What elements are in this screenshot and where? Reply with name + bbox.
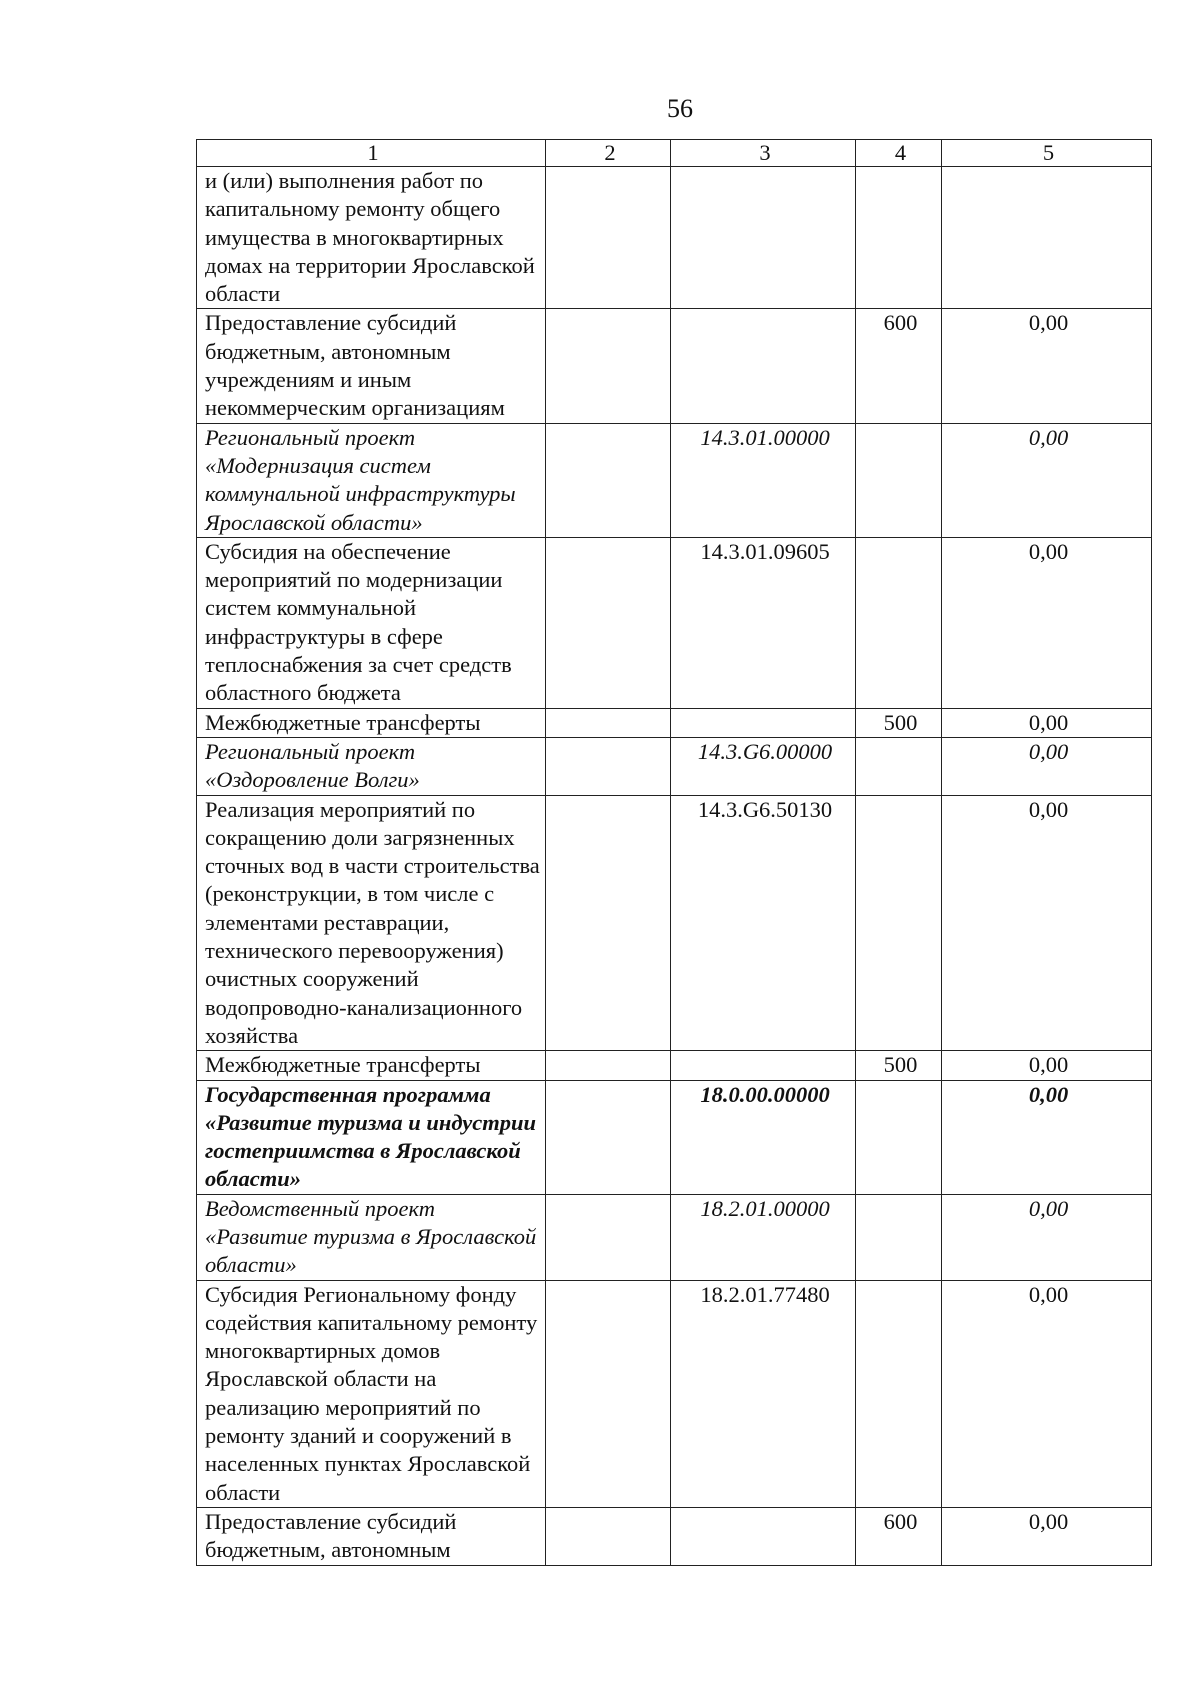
table-row [197, 708, 1152, 737]
row-code-cell: 18.0.00.00000 [671, 1080, 856, 1194]
row-col2-cell [546, 1080, 671, 1194]
table-row [197, 1280, 1152, 1507]
table-row [197, 1080, 1152, 1194]
row-code-cell [671, 708, 856, 737]
table-row [197, 309, 1152, 423]
row-name-cell: Государственная программа «Развитие туризма и индустрии гостеприимства в Ярославской области» [197, 1080, 546, 1194]
row-col2-cell [546, 1280, 671, 1507]
row-col2-cell [546, 1194, 671, 1280]
row-type-cell [856, 795, 942, 1051]
row-name-cell: Межбюджетные трансферты [197, 1051, 546, 1080]
row-amount-cell: 0,00 [942, 1194, 1152, 1280]
row-type-cell: 500 [856, 708, 942, 737]
row-code-cell [671, 309, 856, 423]
row-amount-cell: 0,00 [942, 1051, 1152, 1080]
row-name-cell: Реализация мероприятий по сокращению доли загрязненных сточных вод в части строительства (реконструкции, в том числе с элементами реставрации, технического перевооружения) очистных сооружений водопроводно-канализационного хозяйства [197, 795, 546, 1051]
row-col2-cell [546, 309, 671, 423]
row-col2-cell [546, 423, 671, 537]
row-code-cell: 14.3.G6.50130 [671, 795, 856, 1051]
row-type-cell: 600 [856, 1507, 942, 1565]
row-col2-cell [546, 1507, 671, 1565]
table-row [197, 795, 1152, 1051]
row-col2-cell [546, 1051, 671, 1080]
row-name-cell: Региональный проект «Оздоровление Волги» [197, 737, 546, 795]
row-amount-cell: 0,00 [942, 537, 1152, 708]
budget-table [196, 139, 1152, 1566]
header-cell-1: 1 [197, 140, 546, 167]
row-code-cell: 14.3.01.09605 [671, 537, 856, 708]
row-amount-cell: 0,00 [942, 737, 1152, 795]
row-type-cell [856, 1194, 942, 1280]
table-row [197, 1507, 1152, 1565]
table-row [197, 737, 1152, 795]
row-name-cell: и (или) выполнения работ по капитальному ремонту общего имущества в многоквартирных домах на территории Ярославской области [197, 167, 546, 309]
row-code-cell: 18.2.01.77480 [671, 1280, 856, 1507]
row-amount-cell [942, 167, 1152, 309]
row-code-cell: 14.3.G6.00000 [671, 737, 856, 795]
row-name-cell: Предоставление субсидий бюджетным, автономным учреждениям и иным некоммерческим организациям [197, 309, 546, 423]
row-code-cell: 14.3.01.00000 [671, 423, 856, 537]
header-row [197, 140, 1152, 167]
row-amount-cell: 0,00 [942, 309, 1152, 423]
row-type-cell [856, 423, 942, 537]
table-row [197, 537, 1152, 708]
row-code-cell [671, 1507, 856, 1565]
header-cell-5: 5 [942, 140, 1152, 167]
row-col2-cell [546, 795, 671, 1051]
row-type-cell [856, 737, 942, 795]
header-cell-2: 2 [546, 140, 671, 167]
row-type-cell [856, 1080, 942, 1194]
header-cell-4: 4 [856, 140, 942, 167]
row-amount-cell: 0,00 [942, 1280, 1152, 1507]
row-name-cell: Ведомственный проект «Развитие туризма в Ярославской области» [197, 1194, 546, 1280]
row-name-cell: Субсидия на обеспечение мероприятий по модернизации систем коммунальной инфраструктуры в сфере теплоснабжения за счет средств областного бюджета [197, 537, 546, 708]
row-code-cell: 18.2.01.00000 [671, 1194, 856, 1280]
row-type-cell [856, 537, 942, 708]
page-number: 56 [667, 94, 693, 123]
row-amount-cell: 0,00 [942, 423, 1152, 537]
row-name-cell: Предоставление субсидий бюджетным, автономным [197, 1507, 546, 1565]
table-row [197, 423, 1152, 537]
table-row [197, 1051, 1152, 1080]
row-code-cell [671, 167, 856, 309]
table-row [197, 167, 1152, 309]
row-amount-cell: 0,00 [942, 1507, 1152, 1565]
row-col2-cell [546, 537, 671, 708]
header-cell-3: 3 [671, 140, 856, 167]
row-type-cell [856, 1280, 942, 1507]
row-type-cell: 600 [856, 309, 942, 423]
row-type-cell: 500 [856, 1051, 942, 1080]
row-name-cell: Субсидия Региональному фонду содействия капитальному ремонту многоквартирных домов Ярославской области на реализацию мероприятий по ремонту зданий и сооружений в населенных пунктах Ярославской области [197, 1280, 546, 1507]
table-body [197, 140, 1152, 1566]
row-name-cell: Региональный проект «Модернизация систем коммунальной инфраструктуры Ярославской области» [197, 423, 546, 537]
row-type-cell [856, 167, 942, 309]
row-code-cell [671, 1051, 856, 1080]
row-col2-cell [546, 167, 671, 309]
row-col2-cell [546, 737, 671, 795]
table-row [197, 1194, 1152, 1280]
row-amount-cell: 0,00 [942, 795, 1152, 1051]
row-amount-cell: 0,00 [942, 1080, 1152, 1194]
row-name-cell: Межбюджетные трансферты [197, 708, 546, 737]
row-col2-cell [546, 708, 671, 737]
row-amount-cell: 0,00 [942, 708, 1152, 737]
